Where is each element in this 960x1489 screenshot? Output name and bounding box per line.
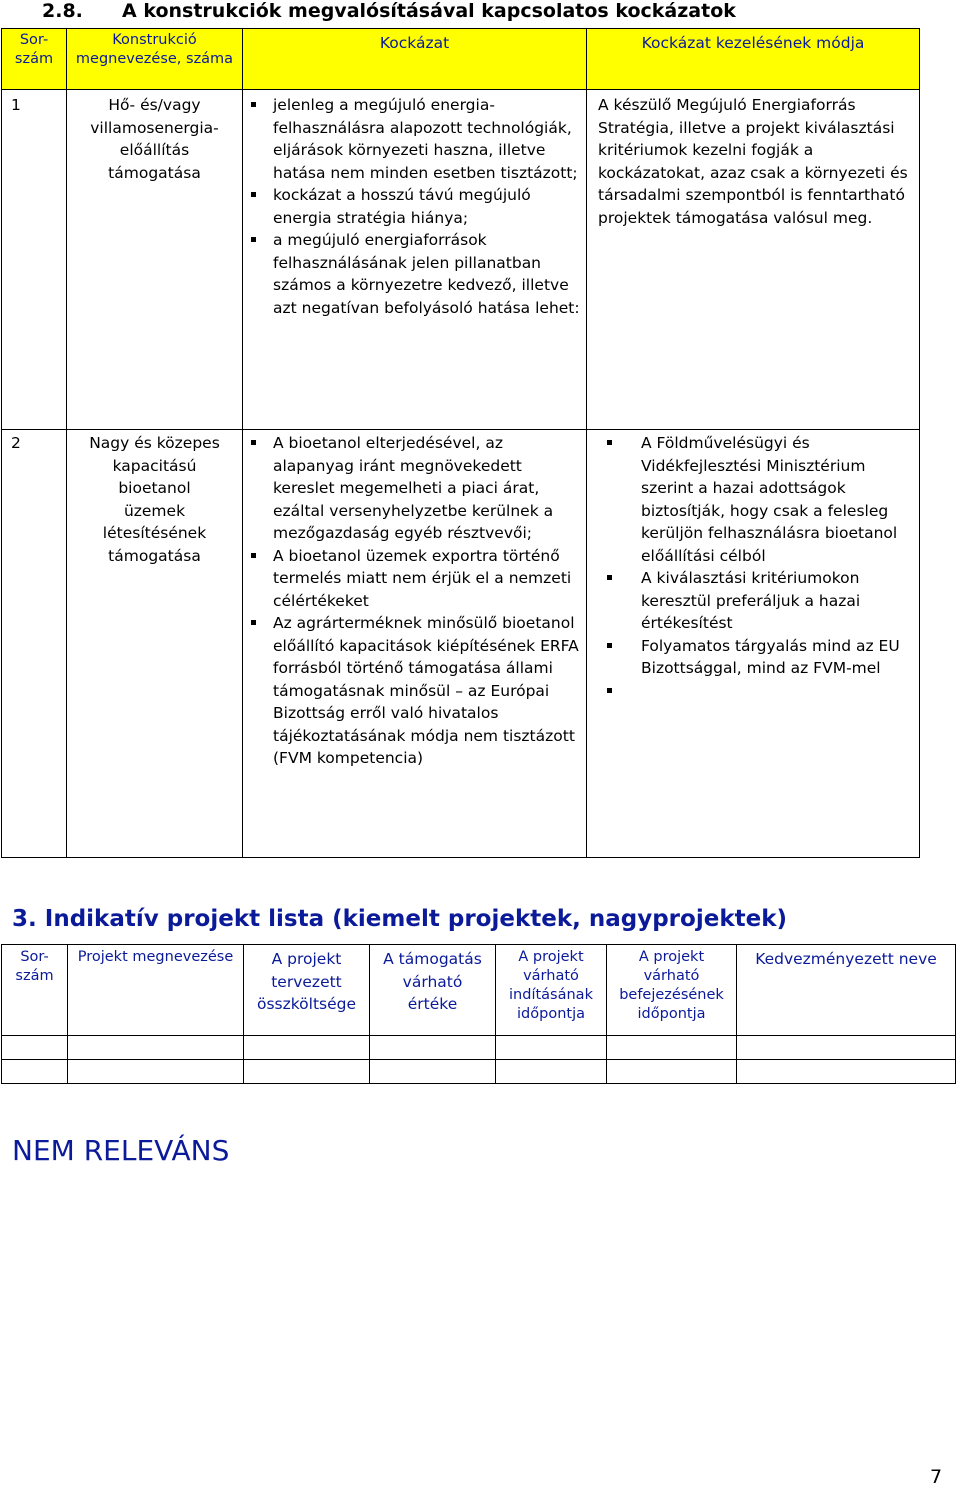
list-item (599, 635, 911, 680)
empty-cell (737, 1060, 956, 1084)
empty-cell (370, 1036, 496, 1060)
list-item-text: A Földművelésügyi és Vidékfejlesztési Minisztérium szerint a hazai adottságok biztosítják, hogy csak a felesleg kerüljön felhasználásra bioetanol előállítási célból (641, 434, 898, 565)
header-sorszam: Sor-szám (2, 29, 67, 90)
mitigation-cell (587, 430, 920, 858)
list-item: Az agrárterméknek minősülő bioetanol előállító kapacitások kiépítésének ERFA forrásból történő támogatása állami támogatásnak minősül – az Európai Bizottság erről való hivatalos tájékoztatásának módja nem tisztázott (FVM kompetencia) (243, 612, 580, 770)
list-item: A bioetanol elterjedésével, az alapanyag iránt megnövekedett kereslet megemelheti a piaci árat, ezáltal versenyhelyzetbe kerülnek a mezőgazdaság egyéb résztvevői; (243, 432, 580, 545)
list-item: jelenleg a megújuló energia-felhasználásra alapozott technológiák, eljárások környezeti haszna, illetve hatása nem minden esetben tisztázott; (243, 94, 580, 184)
empty-cell (244, 1036, 370, 1060)
risk-table (1, 28, 920, 858)
header-kezeles: Kockázat kezelésének módja (587, 29, 920, 90)
risk-table-header (2, 29, 920, 90)
risk-list (243, 94, 580, 319)
project-table (1, 944, 956, 1084)
empty-cell (496, 1036, 607, 1060)
empty-cell (2, 1036, 68, 1060)
header-befejezes: A projekt várható befejezésének időpontja (607, 945, 737, 1036)
table-row (2, 1060, 956, 1084)
section-number: 2.8. (42, 0, 83, 22)
empty-cell (370, 1060, 496, 1084)
project-table-header (2, 945, 956, 1036)
list-item-text: Folyamatos tárgyalás mind az EU Bizottsággal, mind az FVM-mel (641, 636, 900, 677)
table-row (2, 1036, 956, 1060)
table-row (2, 430, 920, 858)
row-number: 2 (2, 430, 67, 858)
header-inditas: A projekt várható indításának időpontja (496, 945, 607, 1036)
header-sorszam: Sor-szám (2, 945, 68, 1036)
header-projekt-nev: Projekt megnevezése (68, 945, 244, 1036)
empty-cell (68, 1036, 244, 1060)
list-item: kockázat a hosszú távú megújuló energia stratégia hiánya; (243, 184, 580, 229)
row-name: Nagy és közepes kapacitású bioetanol üzemek létesítésének támogatása (67, 430, 243, 858)
empty-cell (607, 1060, 737, 1084)
risk-cell (243, 430, 587, 858)
project-section-number: 3. (12, 906, 37, 932)
list-item: A bioetanol üzemek exportra történő termelés miatt nem érjük el a nemzeti célértékeket (243, 545, 580, 613)
mitigation-list (599, 432, 911, 725)
page-number: 7 (930, 1466, 943, 1488)
empty-cell (607, 1036, 737, 1060)
empty-cell (496, 1060, 607, 1084)
header-kockazat: Kockázat (243, 29, 587, 90)
empty-cell (68, 1060, 244, 1084)
header-kedvezmenyezett: Kedvezményezett neve (737, 945, 956, 1036)
section-title-text: A konstrukciók megvalósításával kapcsolatos kockázatok (122, 0, 736, 22)
empty-cell (2, 1060, 68, 1084)
header-osszkoltseg: A projekt tervezett összköltsége (244, 945, 370, 1036)
header-tamogatas: A támogatás várható értéke (370, 945, 496, 1036)
header-konstrukcio: Konstrukció megnevezése, száma (67, 29, 243, 90)
row-number: 1 (2, 90, 67, 430)
empty-cell (244, 1060, 370, 1084)
list-item: a megújuló energiaforrások felhasználásának jelen pillanatban számos a környezetre kedvező, illetve azt negatívan befolyásoló hatása lehet: (243, 229, 580, 319)
section-title (42, 0, 736, 22)
risk-cell (243, 90, 587, 430)
not-relevant-text: NEM RELEVÁNS (12, 1134, 230, 1167)
risk-list (243, 432, 580, 770)
project-section-title (12, 906, 787, 932)
list-item (599, 680, 911, 725)
empty-cell (737, 1036, 956, 1060)
row-name: Hő- és/vagy villamosenergia-előállítás támogatása (67, 90, 243, 430)
mitigation-cell: A készülő Megújuló Energiaforrás Stratégia, illetve a projekt kiválasztási kritériumok kezelni fogják a kockázatokat, azaz csak a környezeti és társadalmi szempontból is fenntartható projektek támogatása valósul meg. (587, 90, 920, 430)
project-section-title-text: Indikatív projekt lista (kiemelt projektek, nagyprojektek) (44, 906, 788, 932)
list-item-text: A kiválasztási kritériumokon keresztül preferáljuk a hazai értékesítést (641, 569, 861, 632)
list-item (599, 567, 911, 635)
table-row (2, 90, 920, 430)
list-item (599, 432, 911, 567)
